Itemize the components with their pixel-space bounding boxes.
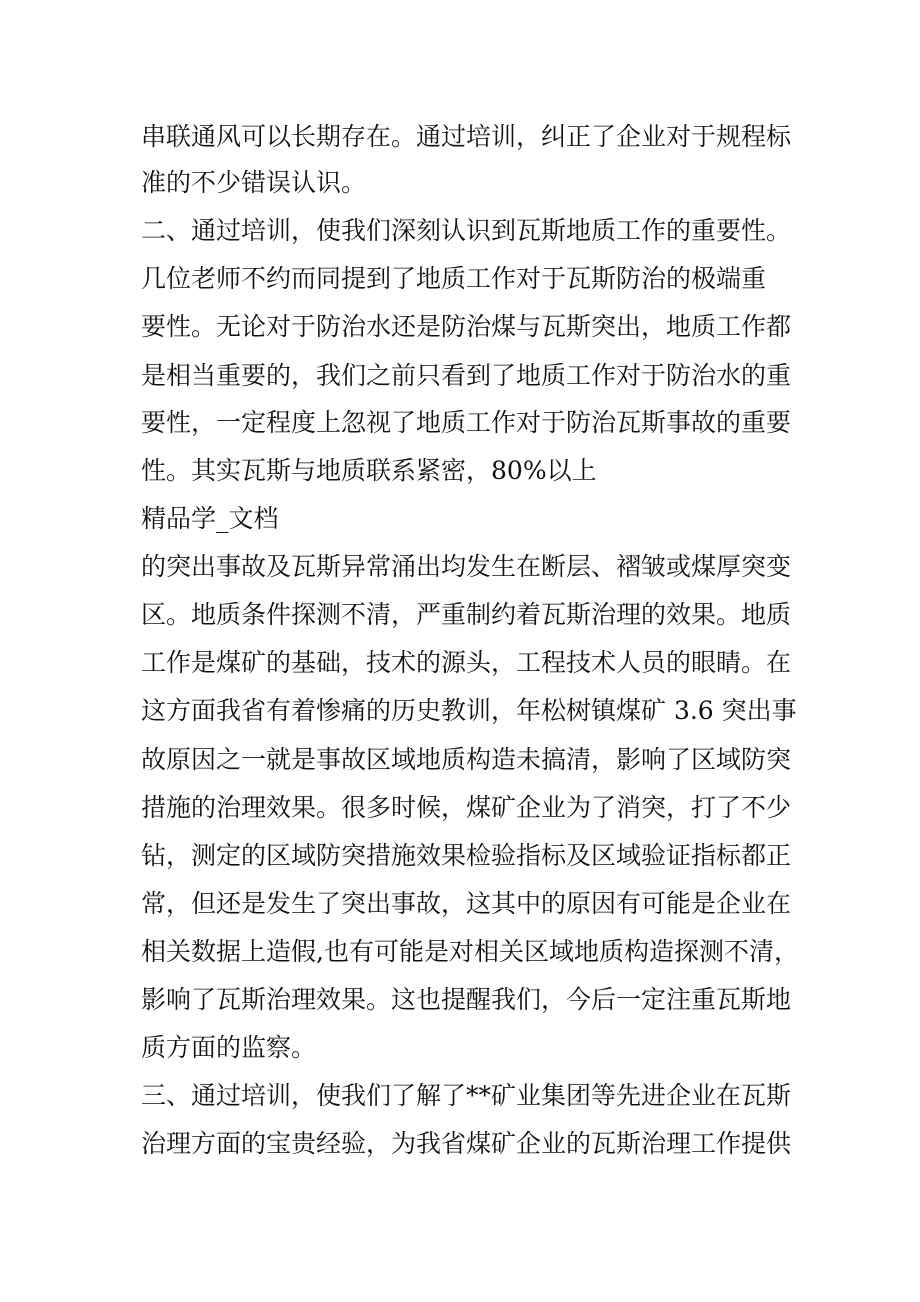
body-text-line: 钻，测定的区域防突措施效果检验指标及区域验证指标都正: [141, 841, 792, 870]
body-text-line: 准的不少错误认识。: [141, 168, 367, 197]
body-text-line: 的突出事故及瓦斯异常涌出均发生在断层、褶皱或煤厚突变: [141, 552, 792, 581]
body-text-line: 区。地质条件探测不清，严重制约着瓦斯治理的效果。地质: [141, 600, 792, 629]
body-text-line: 性。其实瓦斯与地质联系紧密，80%以上: [141, 456, 597, 485]
body-text-line: 要性。无论对于防治水还是防治煤与瓦斯突出，地质工作都: [141, 312, 792, 341]
body-text-line: 这方面我省有着惨痛的历史教训，年松树镇煤矿 3.6 突出事: [141, 696, 797, 725]
body-text-line: 要性，一定程度上忽视了地质工作对于防治瓦斯事故的重要: [141, 408, 792, 437]
body-text-line: 影响了瓦斯治理效果。这也提醒我们，今后一定注重瓦斯地: [141, 985, 792, 1014]
body-text-line: 串联通风可以长期存在。通过培训，纠正了企业对于规程标: [141, 122, 792, 151]
body-text-line: 质方面的监察。: [141, 1033, 317, 1062]
body-text-line: 治理方面的宝贵经验，为我省煤矿企业的瓦斯治理工作提供: [141, 1129, 792, 1158]
body-text-line: 三、通过培训，使我们了解了**矿业集团等先进企业在瓦斯: [141, 1081, 792, 1110]
body-text-line: 是相当重要的，我们之前只看到了地质工作对于防治水的重: [141, 361, 792, 390]
body-text-line: 几位老师不约而同提到了地质工作对于瓦斯防治的极端重: [141, 264, 767, 293]
body-text-line: 故原因之一就是事故区域地质构造未搞清，影响了区域防突: [141, 745, 792, 774]
watermark-text: 精品学_文档: [141, 504, 279, 533]
body-text-line: 工作是煤矿的基础，技术的源头，工程技术人员的眼睛。在: [141, 648, 792, 677]
body-text-line: 相关数据上造假,也有可能是对相关区域地质构造探测不清，: [141, 937, 799, 966]
body-text-line: 常，但还是发生了突出事故，这其中的原因有可能是企业在: [141, 889, 792, 918]
body-text-line: 措施的治理效果。很多时候，煤矿企业为了消突，打了不少: [141, 793, 792, 822]
body-text-line: 二、通过培训，使我们深刻认识到瓦斯地质工作的重要性。: [141, 216, 792, 245]
